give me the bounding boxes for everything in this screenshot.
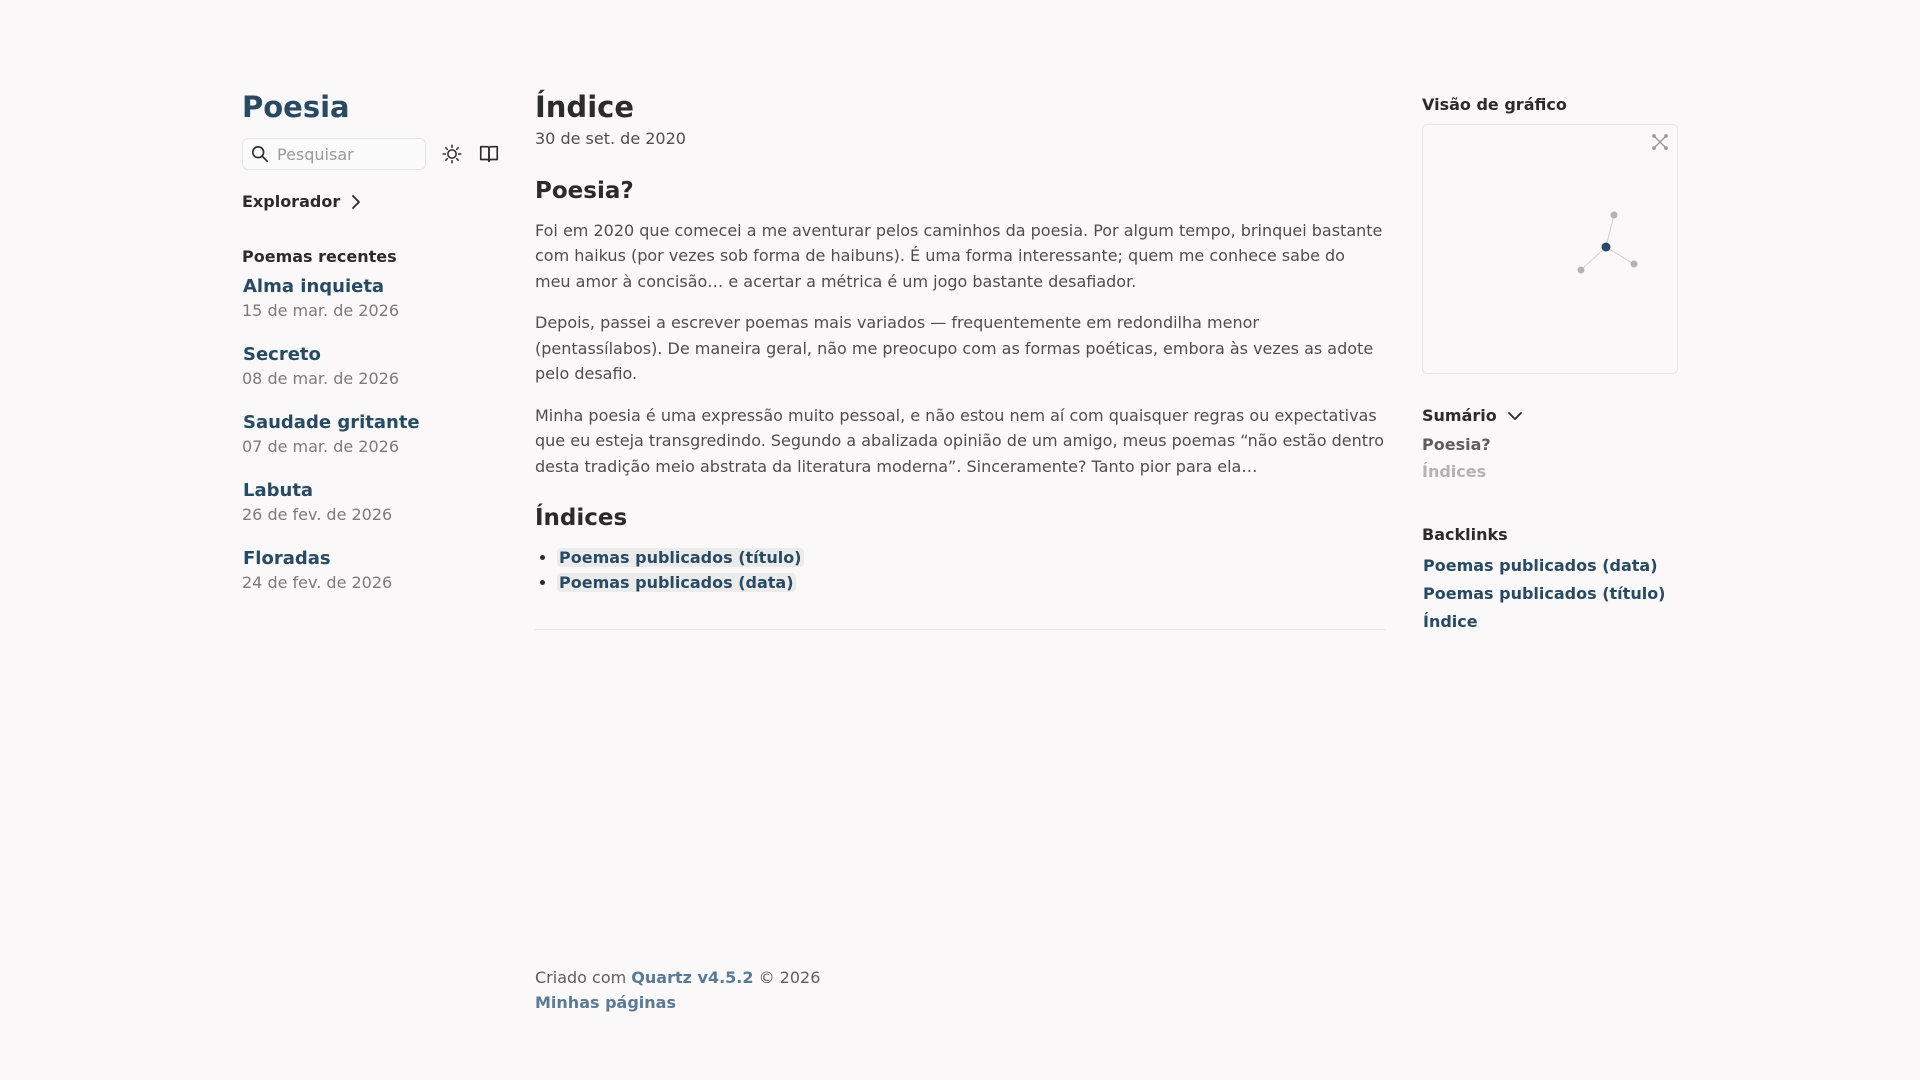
recent-poem-date: 08 de mar. de 2026 (242, 369, 400, 388)
recent-poem-link[interactable]: Saudade gritante (243, 412, 420, 433)
backlink-item[interactable]: Poemas publicados (data) (1423, 556, 1658, 575)
toc-title: Sumário (1422, 406, 1497, 425)
my-pages-link[interactable]: Minhas páginas (535, 993, 676, 1012)
theme-toggle-sun-icon[interactable] (442, 144, 462, 164)
list-item (242, 412, 502, 456)
right-sidebar (1422, 95, 1678, 631)
index-link-title[interactable]: Poemas publicados (título) (559, 548, 802, 568)
search-input[interactable] (242, 138, 426, 170)
reader-mode-book-icon[interactable] (478, 143, 500, 165)
recent-poem-date: 07 de mar. de 2026 (242, 437, 400, 456)
page-date: 30 de set. de 2020 (535, 128, 686, 148)
indices-list (557, 545, 1385, 595)
recent-poem-link[interactable]: Labuta (243, 480, 314, 501)
quartz-link[interactable]: Quartz v4.5.2 (631, 968, 754, 987)
graph-canvas (1423, 125, 1677, 373)
search-placeholder: Pesquisar (277, 144, 354, 164)
list-item (242, 480, 502, 524)
toc-item-indices[interactable]: Índices (1422, 462, 1487, 481)
article (535, 90, 1385, 630)
footer (535, 965, 820, 1015)
recent-poem-date: 24 de fev. de 2026 (242, 573, 393, 592)
divider (535, 629, 1385, 630)
backlink-item[interactable]: Índice (1423, 612, 1478, 631)
site-title[interactable]: Poesia (242, 90, 350, 124)
toolbar (242, 138, 502, 170)
recent-poem-date: 26 de fev. de 2026 (242, 505, 393, 524)
list-item (557, 570, 1385, 595)
graph-node-current (1602, 243, 1611, 252)
paragraph: Foi em 2020 que comecei a me aventurar pelos caminhos da poesia. Por algum tempo, brinquei bastante com haikus (por vezes sob forma de haibuns). É uma forma interessante; quem me conhece sabe do meu amor à concisão… e acertar a métrica é um jogo bastante desafiador. (535, 220, 1383, 291)
index-link-date[interactable]: Poemas publicados (data) (559, 573, 794, 593)
search-icon (251, 145, 269, 163)
list-item (242, 548, 502, 592)
backlink-item[interactable]: Poemas publicados (título) (1423, 584, 1666, 603)
recent-poem-date: 15 de mar. de 2026 (242, 301, 400, 320)
graph-title: Visão de gráfico (1422, 95, 1567, 114)
recent-poems-list (242, 276, 502, 592)
explorer-label: Explorador (242, 192, 341, 211)
toc-item-poesia[interactable]: Poesia? (1422, 435, 1491, 454)
backlinks-title: Backlinks (1422, 525, 1508, 544)
toc-toggle[interactable] (1422, 406, 1678, 425)
list-item (242, 344, 502, 388)
left-sidebar (242, 90, 502, 616)
footer-prefix: Criado com (535, 968, 627, 987)
graph-node (1611, 212, 1618, 219)
page-title: Índice (535, 90, 634, 124)
graph-node (1578, 267, 1585, 274)
recent-poem-link[interactable]: Alma inquieta (243, 276, 385, 297)
paragraph: Depois, passei a escrever poemas mais variados — frequentemente em redondilha menor (pentassílabos). De maneira geral, não me preocupo com as formas poéticas, embora às vezes as adote pelo desafio. (535, 313, 1374, 384)
chevron-right-icon (350, 194, 362, 210)
graph-node (1631, 261, 1638, 268)
recent-poems-title: Poemas recentes (242, 247, 397, 266)
explorer-toggle[interactable] (242, 192, 502, 211)
section-heading-indices: Índices (535, 505, 628, 532)
footer-copyright: © 2026 (758, 968, 821, 987)
chevron-down-icon (1507, 410, 1523, 422)
graph-view[interactable] (1422, 124, 1678, 374)
list-item (242, 276, 502, 320)
section-heading-poesia: Poesia? (535, 177, 634, 204)
recent-poem-link[interactable]: Secreto (243, 344, 321, 365)
recent-poem-link[interactable]: Floradas (243, 548, 331, 569)
list-item (557, 545, 1385, 570)
footer-credit (535, 965, 820, 990)
paragraph: Minha poesia é uma expressão muito pessoal, e não estou nem aí com quaisquer regras ou expectativas que eu esteja transgredindo. Segundo a abalizada opinião de um amigo, meus poemas “não estão dentro desta tradição meio abstrata da literatura moderna”. Sinceramente? Tanto pior para ela… (535, 405, 1385, 476)
